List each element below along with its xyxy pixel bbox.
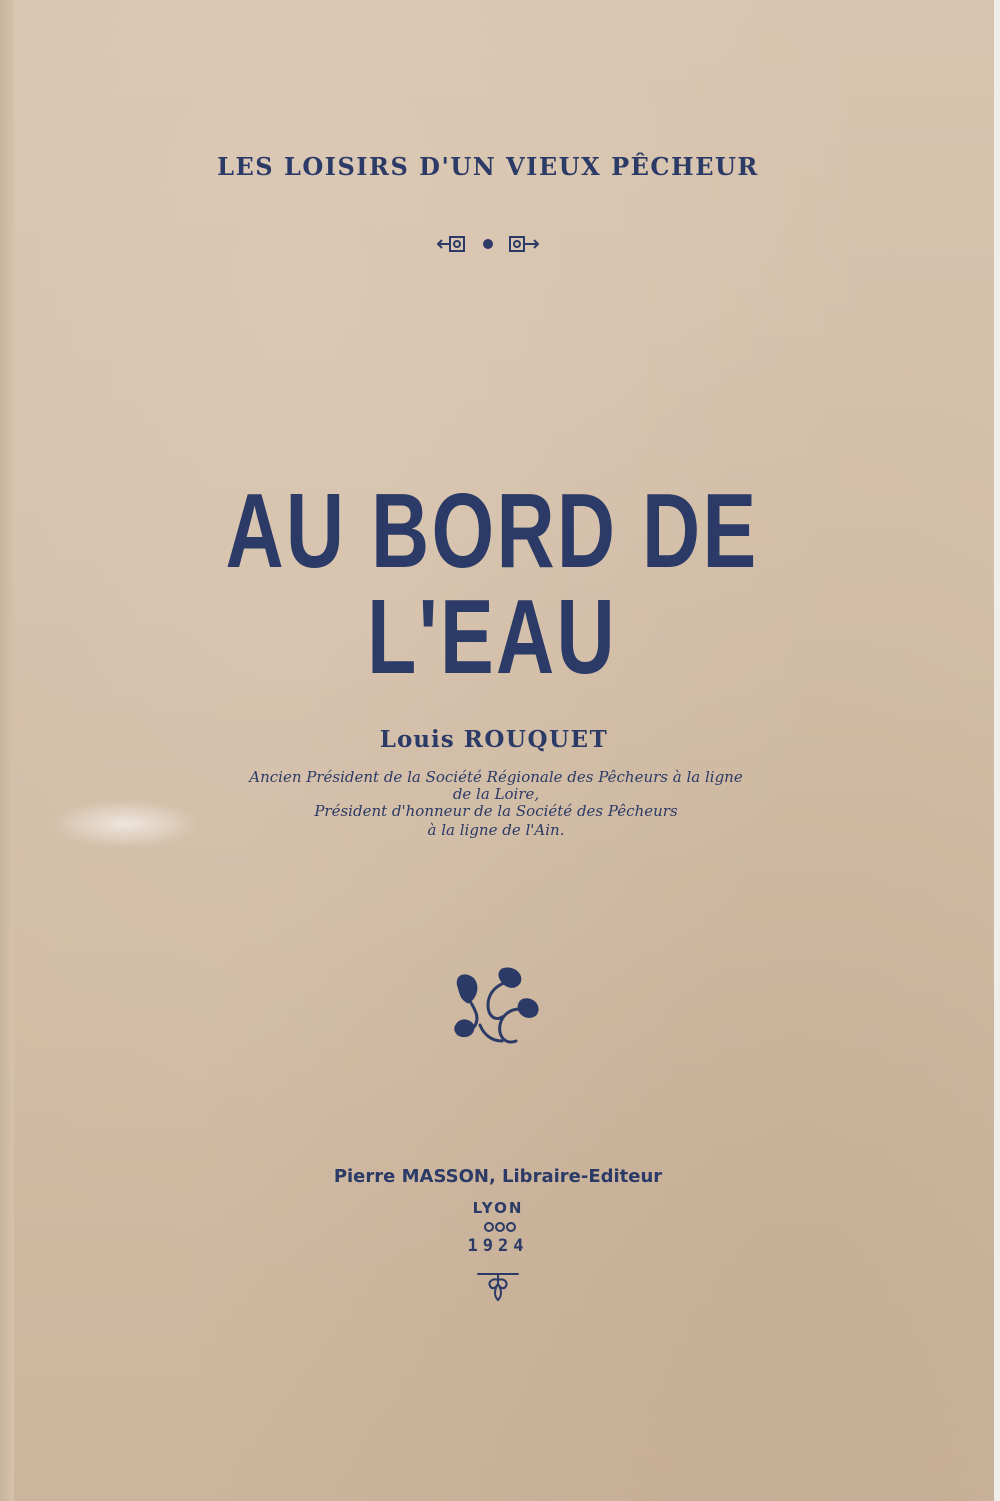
fleuron-icon <box>450 965 542 1051</box>
author-credential-line: à la ligne de l'Ain. <box>427 821 565 839</box>
cover-right-edge <box>994 0 1000 1501</box>
small-ornament-icon <box>481 1221 519 1233</box>
publication-city: LYON <box>472 1199 524 1217</box>
author-first-name: Louis <box>379 726 455 753</box>
series-title: LES LOISIRS D'UN VIEUX PÊCHEUR <box>217 152 759 181</box>
publisher-line: Pierre MASSON, Libraire-Editeur <box>333 1166 663 1187</box>
author-last-name: ROUQUET <box>463 726 609 753</box>
publication-year: 1924 <box>467 1236 529 1256</box>
author-credential-line: Ancien Président de la Société Régionale des Pêcheurs à la ligne <box>249 768 743 786</box>
tailpiece-icon <box>476 1270 520 1302</box>
author-credential-line: de la Loire, <box>452 785 540 803</box>
author-name <box>0 726 988 753</box>
book-title: AU BORD DE L'EAU <box>225 472 759 696</box>
ornamental-rule-icon <box>436 232 540 256</box>
author-credential-line: Président d'honneur de la Société des Pêcheurs <box>314 802 678 820</box>
